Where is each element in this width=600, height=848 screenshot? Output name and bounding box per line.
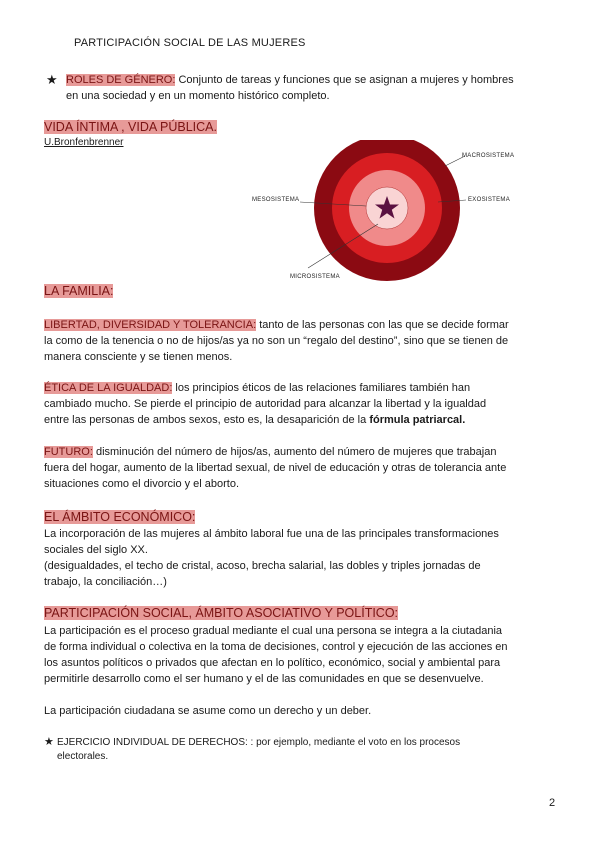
economico-heading	[44, 509, 195, 525]
participacion-line1: La participación es el proceso gradual mediante el cual una persona se integra a la ciutadania	[44, 625, 503, 637]
libertad-paragraph	[44, 317, 564, 365]
participacion-heading-text: PARTICIPACIÓN SOCIAL, ÁMBITO ASOCIATIVO Y POLÍTICO:	[44, 606, 399, 620]
etica-paragraph	[44, 380, 564, 428]
formula-patriarcal: fórmula patriarcal.	[369, 414, 466, 426]
familia-heading-text: LA FAMILIA:	[44, 284, 114, 298]
futuro-label: FUTURO:	[44, 446, 93, 458]
star-bullet-icon-2: ★	[44, 736, 54, 748]
exosistema-label: EXOSISTEMA	[468, 197, 511, 203]
familia-heading	[44, 283, 113, 299]
futuro-paragraph	[44, 444, 564, 492]
etica-line2: cambiado mucho. Se pierde el principio de autoridad para alcanzar la libertad y la igualdad	[44, 398, 487, 410]
participacion-line3: los asuntos políticos o privados que afectan en lo político, económico, social y ambiental para	[44, 657, 501, 669]
etica-label: ÉTICA DE LA IGUALDAD:	[44, 382, 173, 394]
economico-line3: (desigualdades, el techo de cristal, acoso, brecha salarial, las dobles y triples jornadas de	[44, 560, 481, 572]
microsistema-label: MICROSISTEMA	[290, 274, 340, 280]
libertad-line3: manera consciente y se tienen menos.	[44, 351, 233, 363]
roles-text-line2: en una sociedad y en un momento histórico completo.	[66, 90, 330, 102]
participacion-line2: de forma individual o colectiva en la toma de decisiones, control y ejecución de las acciones en	[44, 641, 508, 653]
ejercicio-paragraph	[57, 736, 460, 764]
futuro-line3: situaciones como el divorcio y el aborto.	[44, 478, 240, 490]
author-name: U.Bronfenbrenner	[44, 137, 124, 148]
participacion-line5: La participación ciudadana se asume como un derecho y un deber.	[44, 705, 372, 717]
page-number: 2	[549, 797, 556, 809]
libertad-line2: la como de la tenencia o no de hijos/as ya no son un “regalo del destino”, sino que se tienen de	[44, 335, 509, 347]
ejercicio-line1: EJERCICIO INDIVIDUAL DE DERECHOS: : por ejemplo, mediante el voto en los procesos	[57, 737, 461, 748]
ejercicio-line2: electorales.	[57, 751, 109, 762]
bronfenbrenner-diagram	[240, 140, 530, 285]
economico-line2: sociales del siglo XX.	[44, 544, 148, 556]
macrosistema-label: MACROSISTEMA	[462, 153, 515, 159]
etica-line1: los principios éticos de las relaciones familiares también han	[172, 382, 471, 394]
economico-paragraph	[44, 526, 564, 590]
libertad-label: LIBERTAD, DIVERSIDAD Y TOLERANCIA:	[44, 319, 257, 331]
author-link	[44, 137, 124, 148]
roles-label: ROLES DE GÉNERO:	[66, 74, 176, 86]
vida-heading-text: VIDA ÍNTIMA , VIDA PÚBLICA.	[44, 120, 217, 134]
roles-paragraph	[66, 72, 566, 104]
star-bullet-icon: ★	[46, 72, 58, 87]
futuro-line2: fuera del hogar, aumento de la libertad sexual, de nivel de educación y otras de tolerancia ante	[44, 462, 507, 474]
vida-heading	[44, 119, 217, 135]
page-title: PARTICIPACIÓN SOCIAL DE LAS MUJERES	[74, 37, 306, 49]
futuro-line1: disminución del número de hijos/as, aumento del número de mujeres que trabajan	[92, 446, 497, 458]
roles-text-line1: Conjunto de tareas y funciones que se asignan a mujeres y hombres	[175, 74, 514, 86]
participacion-line4: permitirle desarrollo como el ser humano y el de las comunidades en que se desenvuelve.	[44, 673, 484, 685]
mesosistema-label: MESOSISTEMA	[252, 197, 300, 203]
participacion-heading	[44, 605, 398, 621]
participacion-paragraph	[44, 623, 564, 687]
etica-line3: entre las personas de ambos sexos, esto es, la desaparición de la	[44, 414, 370, 426]
economico-line4: trabajo, la conciliación…)	[44, 576, 167, 588]
libertad-line1: tanto de las personas con las que se decide formar	[256, 319, 509, 331]
economico-line1: La incorporación de las mujeres al ámbito laboral fue una de las principales transformaciones	[44, 528, 499, 540]
economico-heading-text: EL ÁMBITO ECONÓMICO:	[44, 510, 196, 524]
